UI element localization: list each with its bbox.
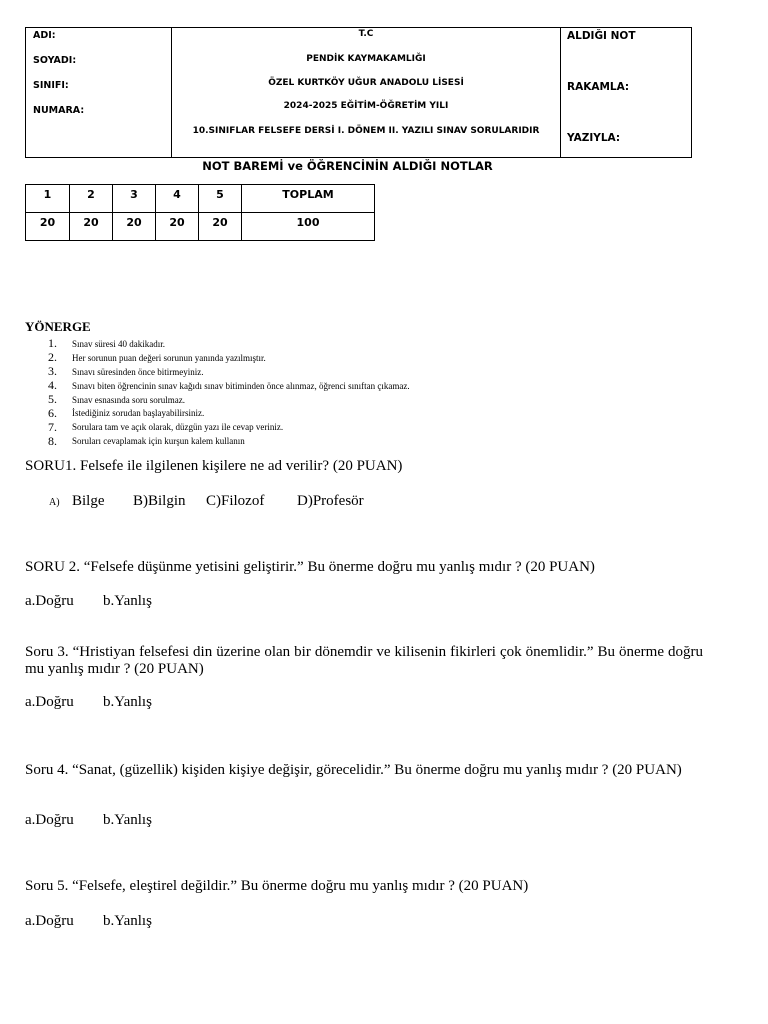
score-numeric-label: RAKAMLA: [567,81,630,93]
question-1-option-d[interactable]: D)Profesör [297,493,364,509]
number-label: NUMARA: [33,105,85,116]
academic-year-line: 2024-2025 EĞİTİM-ÖĞRETİM YILI [283,101,449,111]
question-4-option-a[interactable]: a.Doğru [25,812,74,828]
class-label: SINIFI: [33,80,69,91]
grade-value-total: 100 [242,213,375,241]
list-item: 3. Sınavı süresinden önce bitirmeyiniz. [48,364,204,379]
district-line: PENDİK KAYMAKAMLIĞI [306,54,426,64]
republic-line: T.C [358,29,374,39]
list-item: 2. Her sorunun puan değeri sorunun yanında yazılmıştır. [48,350,266,365]
question-3-option-b[interactable]: b.Yanlış [103,694,152,710]
grade-value-cell: 20 [156,213,199,241]
surname-label: SOYADI: [33,55,77,66]
question-4-option-b[interactable]: b.Yanlış [103,812,152,828]
question-1-option-a[interactable]: Bilge [72,493,105,509]
instructions-list [48,337,410,448]
grade-value-cell: 20 [199,213,242,241]
instructions-title: YÖNERGE [25,319,91,334]
question-5-option-b[interactable]: b.Yanlış [103,913,152,929]
question-2-text: SORU 2. “Felsefe düşünme yetisini geliştirir.” Bu önerme doğru mu yanlış mıdır ? (20 PUAN) [25,559,595,575]
question-1-option-b[interactable]: B)Bilgin [133,493,186,509]
grade-header-cell: 4 [156,185,199,213]
student-info-cell [26,28,172,157]
question-1-text: SORU1. Felsefe ile ilgilenen kişilere ne ad verilir? (20 PUAN) [25,458,403,474]
question-1-option-c[interactable]: C)Filozof [206,493,265,509]
grade-header-cell: 5 [199,185,242,213]
grade-table [25,184,375,241]
score-cell [561,28,691,157]
grade-header-total: TOPLAM [242,185,375,213]
question-5-option-a[interactable]: a.Doğru [25,913,74,929]
school-info-cell [172,28,561,157]
grade-header-cell: 2 [70,185,113,213]
list-item: 7. Sorulara tam ve açık olarak, düzgün yazı ile cevap veriniz. [48,419,284,434]
question-3-option-a[interactable]: a.Doğru [25,694,74,710]
question-4-text: Soru 4. “Sanat, (güzellik) kişiden kişiye değişir, görecelidir.” Bu önerme doğru mu yanlış mıdır ? (20 PUAN) [25,762,682,778]
list-item: 1. Sınav süresi 40 dakikadır. [48,336,165,351]
question-3-text: Soru 3. “Hristiyan felsefesi din üzerine olan bir dönemdir ve kilisenin fikirleri çok önemlidir.” Bu önerme doğru mu yanlış mıdır ? (20 PUAN) [25,644,703,677]
question-2-option-a[interactable]: a.Doğru [25,593,74,609]
exam-title-line: 10.SINIFLAR FELSEFE DERSİ I. DÖNEM II. YAZILI SINAV SORULARIDIR [192,126,540,136]
list-item: 6. İstediğiniz sorudan başlayabilirsiniz. [48,405,205,420]
grade-value-cell: 20 [113,213,156,241]
school-name-line: ÖZEL KURTKÖY UĞUR ANADOLU LİSESİ [268,78,464,88]
exam-header [25,27,692,158]
name-label: ADI: [33,30,56,41]
grade-header-cell: 3 [113,185,156,213]
list-item: 5. Sınav esnasında soru sorulmaz. [48,392,185,407]
grade-value-cell: 20 [26,213,70,241]
grade-header-row [26,185,375,213]
score-label: ALDIĞI NOT [567,30,636,42]
grade-value-cell: 20 [70,213,113,241]
list-item: 4. Sınavı biten öğrencinin sınav kağıdı sınav bitiminden önce alınmaz, öğrenci sınıftan çıkamaz. [48,378,410,393]
grade-table-title: NOT BAREMİ ve ÖĞRENCİNİN ALDIĞI NOTLAR [202,159,493,173]
question-2-option-b[interactable]: b.Yanlış [103,593,152,609]
list-item: 8. Soruları cevaplamak için kurşun kalem kullanın [48,433,245,448]
question-5-text: Soru 5. “Felsefe, eleştirel değildir.” Bu önerme doğru mu yanlış mıdır ? (20 PUAN) [25,878,529,894]
question-1-option-a-marker: A) [49,497,60,508]
grade-header-cell: 1 [26,185,70,213]
grade-value-row [26,213,375,241]
score-written-label: YAZIYLA: [567,132,621,144]
